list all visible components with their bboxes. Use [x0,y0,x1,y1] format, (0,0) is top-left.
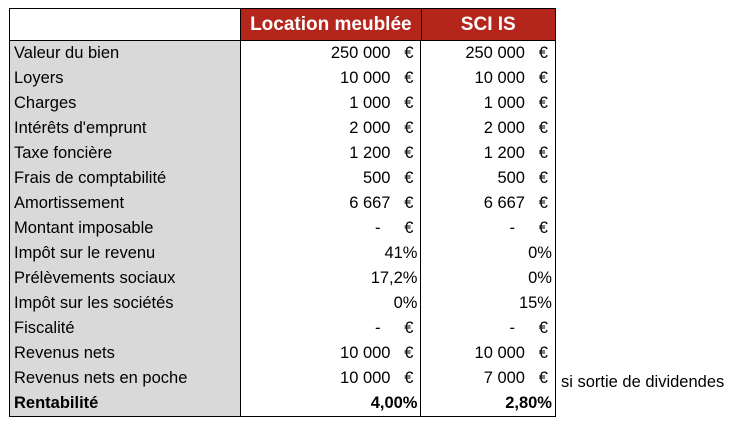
row-label: Intérêts d'emprunt [10,116,240,141]
dividend-note: si sortie de dividendes [561,373,725,391]
dash-value: - [509,219,515,237]
amount-value: 250 000 [330,44,391,62]
cell-sci-is [420,241,555,266]
header-sci-is: SCI IS [421,9,556,40]
dash-value: - [374,319,381,337]
table-row [10,291,555,316]
table-row [10,316,555,341]
amount-value: 2 000 [349,119,391,137]
table-row [10,166,555,191]
table-row [10,91,555,116]
amount-value: 10 000 [340,344,391,362]
currency-symbol: € [404,219,414,237]
cell-sci-is [420,41,555,66]
cell-location-meublee [240,241,420,266]
cell-location-meublee [240,141,420,166]
percent-value: 0% [528,269,552,287]
amount-value: 500 [362,169,391,187]
currency-symbol: € [404,319,414,337]
cell-location-meublee [240,366,420,391]
percent-value: 4,00% [370,394,418,412]
amount-value: 500 [497,169,525,187]
currency-symbol: € [538,169,548,187]
amount-value: 10 000 [340,369,391,387]
amount-value: 1 200 [483,144,525,162]
cell-sci-is [420,291,555,316]
currency-symbol: € [404,94,414,112]
table-body [10,41,555,416]
amount-value: 6 667 [483,194,525,212]
table-row [10,241,555,266]
cell-sci-is [420,166,555,191]
row-label: Taxe foncière [10,141,240,166]
amount-value: 10 000 [474,344,525,362]
currency-symbol: € [538,44,548,62]
cell-location-meublee [240,216,420,241]
cell-location-meublee [240,66,420,91]
cell-location-meublee [240,291,420,316]
amount-value: 2 000 [483,119,525,137]
cell-sci-is [420,191,555,216]
currency-symbol: € [538,219,548,237]
row-label: Charges [10,91,240,116]
header-location-meublee: Location meublée [240,9,420,40]
cell-location-meublee [240,116,420,141]
cell-sci-is [420,266,555,291]
currency-symbol: € [538,194,548,212]
currency-symbol: € [538,119,548,137]
table-row [10,141,555,166]
dash-value: - [374,219,381,237]
cell-location-meublee [240,266,420,291]
row-label: Impôt sur le revenu [10,241,240,266]
cell-location-meublee [240,341,420,366]
currency-symbol: € [404,44,414,62]
row-label: Valeur du bien [10,41,240,66]
row-label: Revenus nets [10,341,240,366]
table-row [10,216,555,241]
currency-symbol: € [404,344,414,362]
cell-sci-is [420,341,555,366]
row-label: Revenus nets en poche [10,366,240,391]
cell-sci-is [420,116,555,141]
cell-location-meublee [240,191,420,216]
table-row [10,41,555,66]
cell-location-meublee [240,391,420,416]
header-empty-cell [10,9,240,40]
cell-sci-is [420,216,555,241]
row-label: Prélèvements sociaux [10,266,240,291]
table-header [10,9,555,41]
cell-sci-is [420,91,555,116]
currency-symbol: € [404,369,414,387]
amount-value: 6 667 [349,194,391,212]
percent-value: 15% [518,294,552,312]
amount-value: 10 000 [340,69,391,87]
row-label: Amortissement [10,191,240,216]
currency-symbol: € [404,119,414,137]
percent-value: 0% [528,244,552,262]
row-label: Loyers [10,66,240,91]
table-row [10,266,555,291]
currency-symbol: € [538,369,548,387]
percent-value: 2,80% [505,394,552,412]
amount-value: 7 000 [483,369,525,387]
table-row [10,366,555,391]
row-label: Impôt sur les sociétés [10,291,240,316]
table-row [10,66,555,91]
percent-value: 17,2% [370,269,418,287]
table-row [10,191,555,216]
percent-value: 41% [384,244,418,262]
table-row [10,341,555,366]
cell-location-meublee [240,41,420,66]
amount-value: 1 000 [349,94,391,112]
cell-location-meublee [240,91,420,116]
cell-sci-is [420,366,555,391]
currency-symbol: € [404,194,414,212]
amount-value: 1 200 [349,144,391,162]
row-label: Frais de comptabilité [10,166,240,191]
currency-symbol: € [404,69,414,87]
cell-sci-is [420,316,555,341]
currency-symbol: € [404,144,414,162]
percent-value: 0% [393,294,418,312]
currency-symbol: € [404,169,414,187]
amount-value: 250 000 [465,44,525,62]
currency-symbol: € [538,344,548,362]
currency-symbol: € [538,94,548,112]
dash-value: - [509,319,515,337]
cell-location-meublee [240,316,420,341]
amount-value: 10 000 [474,69,525,87]
row-label: Rentabilité [10,391,240,416]
currency-symbol: € [538,69,548,87]
cell-sci-is [420,141,555,166]
amount-value: 1 000 [483,94,525,112]
cell-location-meublee [240,166,420,191]
currency-symbol: € [538,319,548,337]
table-row [10,391,555,416]
row-label: Montant imposable [10,216,240,241]
cell-sci-is [420,391,555,416]
currency-symbol: € [538,144,548,162]
cell-sci-is [420,66,555,91]
row-label: Fiscalité [10,316,240,341]
table-row [10,116,555,141]
comparison-table [9,8,556,417]
